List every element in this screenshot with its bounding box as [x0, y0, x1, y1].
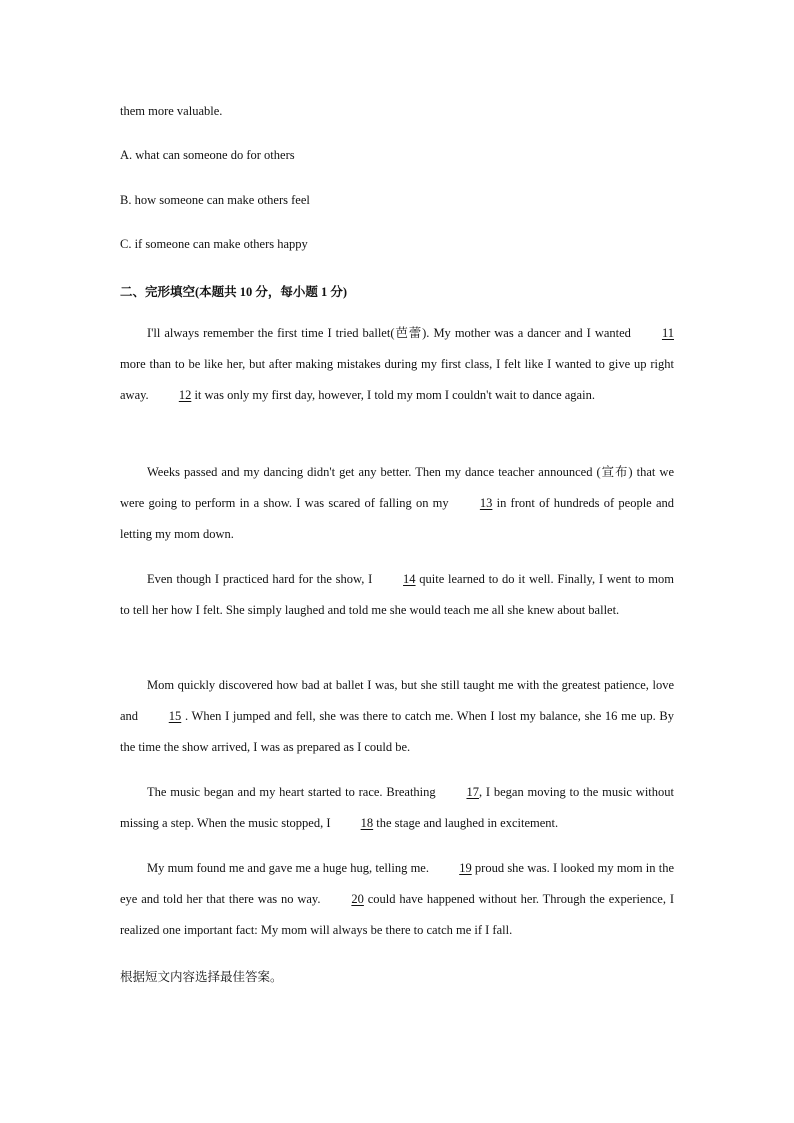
paragraph-4: [120, 670, 674, 764]
paragraph-text: . When I jumped and fell, she was there to catch me. When I lost my balance, she 16 me up. By the time the show arrived, I was as prepared as I could be.: [120, 709, 674, 755]
paragraph-text: Even though I practiced hard for the show, I: [147, 572, 377, 586]
blank-13: 13: [479, 496, 493, 511]
continued-text: them more valuable.: [120, 104, 223, 118]
option-a: A. what can someone do for others: [120, 148, 295, 162]
paragraph-3: [120, 564, 674, 626]
blank-20: 20: [351, 892, 364, 907]
blank-11: 11: [661, 326, 674, 340]
paragraph-text: could have happened without her. Through the experience, I realized one important fact: My mom will always be there to catch me if I fall.: [120, 892, 674, 938]
paragraph-text: My mum found me and gave me a huge hug, telling me.: [147, 861, 433, 875]
blank-19: 19: [459, 861, 472, 875]
paragraph-text: Weeks passed and my dancing didn't get any better. Then my dance teacher announced (宣布) that we were going to perform in a show. I was scared of falling on my: [120, 465, 674, 511]
paragraph-text: in front of hundreds of people and letting my mom down.: [120, 496, 674, 542]
paragraph-text: it was only my first day, however, I told my mom I couldn't wait to dance again.: [191, 388, 595, 403]
paragraph-text: more than to be like her, but after making mistakes during my first class, I felt like I wanted to give up right away.: [120, 357, 674, 403]
paragraph-5: [120, 777, 674, 839]
paragraph-text: quite learned to do it well. Finally, I went to mom to tell her how I felt. She simply laughed and told me she would teach me all she knew about ballet.: [120, 572, 674, 618]
paragraph-2: [120, 457, 674, 551]
blank-18: 18: [360, 816, 374, 831]
instruction-text: 根据短文内容选择最佳答案。: [120, 970, 283, 984]
blank-15: 15: [168, 709, 182, 724]
paragraph-text: I'll always remember the first time I tried ballet(芭蕾). My mother was a dancer and I wanted: [147, 326, 635, 340]
paragraph-text: Mom quickly discovered how bad at ballet I was, but she still taught me with the greatest patience, love and: [120, 678, 674, 724]
paragraph-6: [120, 853, 674, 947]
blank-14: 14: [403, 572, 416, 586]
section-heading: 二、完形填空(本题共 10 分，每小题 1 分): [120, 285, 348, 299]
option-b: B. how someone can make others feel: [120, 193, 310, 207]
paragraph-text: the stage and laughed in excitement.: [373, 816, 559, 831]
option-c: C. if someone can make others happy: [120, 237, 308, 251]
paragraph-1: [120, 318, 674, 412]
blank-12: 12: [178, 388, 192, 403]
paragraph-text: , I began moving to the music without missing a step. When the music stopped, I: [120, 785, 674, 831]
blank-17: 17: [466, 785, 479, 799]
paragraph-text: The music began and my heart started to race. Breathing: [147, 785, 440, 799]
paragraph-text: proud she was. I looked my mom in the eye and told her that there was no way.: [120, 861, 674, 907]
